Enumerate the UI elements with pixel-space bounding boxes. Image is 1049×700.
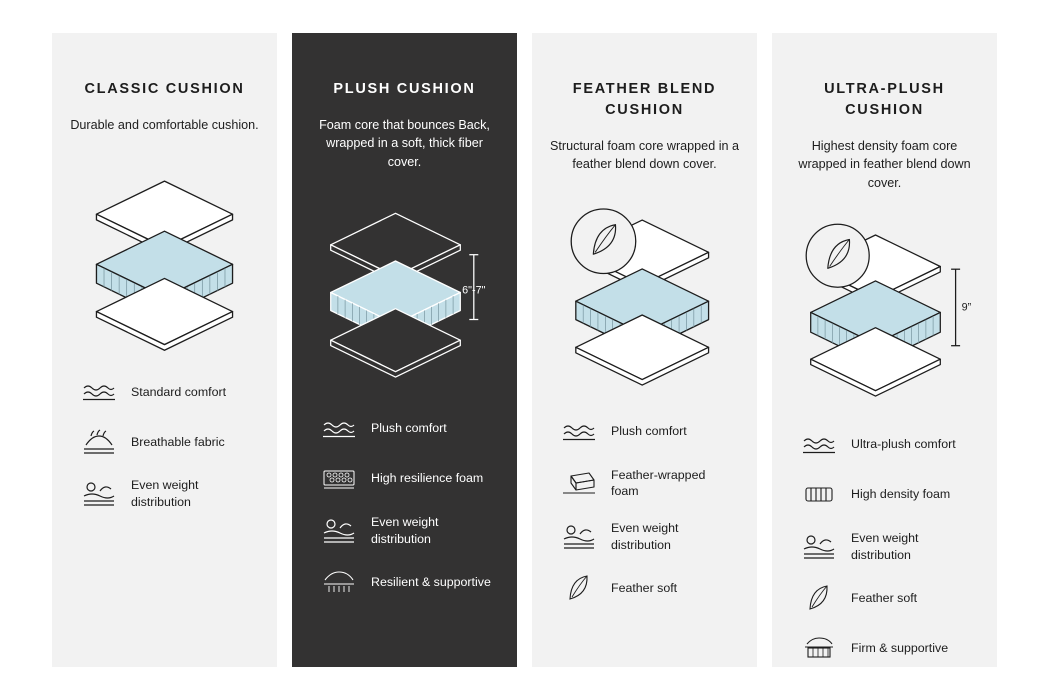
feature-label: Even weight distribution — [611, 521, 679, 552]
feature-item — [560, 520, 739, 553]
feature-label: Plush comfort — [611, 424, 687, 439]
cushion-illustration-ultra-plush — [790, 202, 979, 412]
feature-label: Resilient & supportive — [371, 574, 491, 589]
dimension-label: 9” — [961, 301, 972, 314]
dimension-label: 6"-7" — [462, 284, 486, 297]
feature-label: Even weight distribution — [371, 514, 439, 546]
feature-label: High density foam — [851, 487, 951, 502]
feature-item — [560, 573, 739, 603]
card-description: Durable and comfortable cushion. — [70, 118, 259, 133]
feature-item — [800, 583, 979, 613]
feature-label: Feather-wrapped foam — [611, 467, 706, 499]
card-description: Foam core that bounces Back, wrapped in a soft, thick fiber cover. — [319, 118, 490, 169]
even-weight-icon — [560, 522, 598, 552]
wave-lines-icon — [80, 377, 118, 407]
feature-item — [800, 480, 979, 510]
card-title: FEATHER BLEND CUSHION — [572, 81, 717, 119]
even-weight-icon — [80, 479, 118, 509]
feature-list — [790, 430, 979, 683]
feature-label: High resilience foam — [371, 471, 484, 486]
feature-item — [800, 430, 979, 460]
feature-label: Ultra-plush comfort — [851, 437, 956, 452]
feature-label: Feather soft — [851, 590, 918, 605]
feature-item — [560, 467, 739, 500]
feature-list — [310, 414, 499, 617]
feature-label: Breathable fabric — [131, 434, 225, 449]
feature-label: Firm & supportive — [851, 640, 949, 655]
leaf-icon — [560, 573, 598, 603]
wave-lines-icon — [560, 417, 598, 447]
cushion-illustration-feather-blend — [550, 184, 739, 399]
card-ultra-plush-cushion — [772, 33, 997, 667]
feature-label: Feather soft — [611, 581, 678, 596]
card-plush-cushion — [292, 33, 517, 667]
card-description: Structural foam core wrapped in a feather blend down cover. — [550, 139, 739, 172]
breathable-fabric-icon — [80, 427, 118, 457]
feather-wrapped-foam-icon — [560, 468, 598, 498]
feature-item — [320, 514, 499, 547]
feature-item — [80, 377, 259, 407]
feature-item — [320, 414, 499, 444]
cushion-illustration-plush — [310, 181, 499, 396]
even-weight-icon — [800, 532, 838, 562]
feature-label: Standard comfort — [131, 384, 227, 399]
feature-list — [70, 377, 259, 530]
firm-support-icon — [800, 633, 838, 663]
even-weight-icon — [320, 516, 358, 546]
feature-label: Plush comfort — [371, 421, 447, 436]
feature-item — [560, 417, 739, 447]
feature-item — [320, 464, 499, 494]
feature-item — [80, 477, 259, 510]
card-title: CLASSIC CUSHION — [84, 81, 245, 97]
feature-item — [800, 530, 979, 563]
cushion-illustration-classic — [70, 144, 259, 359]
card-title: PLUSH CUSHION — [333, 81, 476, 97]
wave-lines-icon — [320, 414, 358, 444]
feature-item — [800, 633, 979, 663]
high-density-foam-icon — [800, 480, 838, 510]
feature-label: Even weight distribution — [131, 478, 199, 509]
feature-list — [550, 417, 739, 624]
resilient-support-icon — [320, 567, 358, 597]
feature-label: Even weight distribution — [851, 530, 919, 562]
leaf-icon — [800, 583, 838, 613]
card-description: Highest density foam core wrapped in feather blend down cover. — [798, 139, 971, 190]
card-feather-blend-cushion — [532, 33, 757, 667]
card-classic-cushion — [52, 33, 277, 667]
feature-item — [320, 567, 499, 597]
feature-item — [80, 427, 259, 457]
honeycomb-foam-icon — [320, 464, 358, 494]
card-title: ULTRA-PLUSH CUSHION — [824, 81, 945, 119]
wave-lines-icon — [800, 430, 838, 460]
